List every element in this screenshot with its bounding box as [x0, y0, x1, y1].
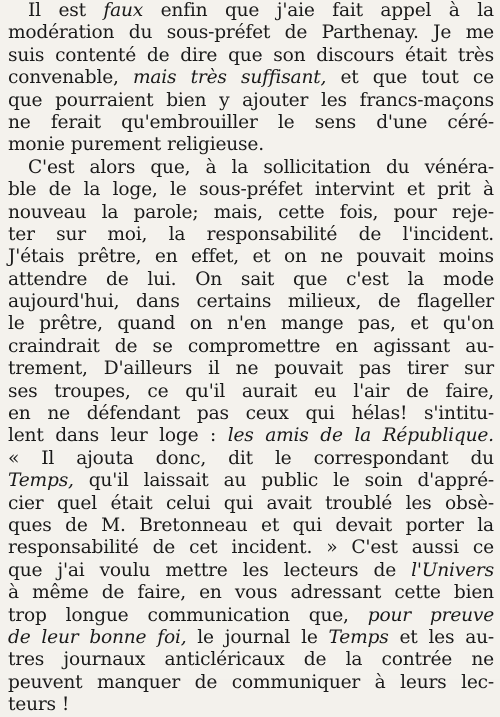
word: ce: [147, 380, 169, 402]
word: ne: [320, 246, 343, 268]
word: voulu: [99, 559, 151, 581]
word: mange: [280, 313, 344, 335]
word: monie: [8, 134, 65, 156]
word: de: [114, 335, 138, 357]
word: à: [8, 582, 19, 604]
word: la: [83, 179, 101, 201]
word: prêtre,: [77, 246, 142, 268]
word: céré-: [447, 111, 494, 133]
word: du: [128, 22, 153, 44]
text-line: [8, 22, 494, 44]
word: discours: [316, 44, 395, 66]
text-line: [8, 67, 494, 89]
word: milieux,: [287, 291, 362, 313]
word: ter: [8, 223, 35, 245]
word: du: [385, 156, 410, 178]
word: et: [406, 179, 425, 201]
word: teurs: [8, 694, 56, 716]
word: on: [284, 246, 307, 268]
word: en: [335, 335, 358, 357]
word: C'est: [351, 537, 398, 559]
word: responsabilité: [206, 223, 338, 245]
word: en: [199, 582, 222, 604]
word: compromettre: [187, 335, 321, 357]
word: il: [208, 358, 220, 380]
word: troublé: [325, 492, 393, 514]
word: ne: [8, 111, 31, 133]
word: pouvait: [274, 358, 343, 380]
word: pouvait: [356, 246, 426, 268]
word: qu'embrouiller: [121, 111, 258, 133]
word: sur: [56, 223, 86, 245]
word: le: [8, 313, 25, 335]
word: aussi: [411, 537, 459, 559]
text-line: [8, 224, 494, 246]
text-line: [8, 313, 494, 335]
word: ajouter: [242, 89, 309, 111]
word: dans: [136, 291, 180, 313]
word: lec-: [461, 671, 494, 693]
word: M.: [101, 514, 126, 536]
word: ques: [8, 514, 52, 536]
word: ne: [471, 649, 494, 671]
word: de: [358, 223, 382, 245]
word: que: [228, 44, 263, 66]
word: loge: [159, 425, 199, 447]
word: Parthenay.: [321, 22, 419, 44]
word: communication: [147, 604, 290, 626]
word: craindrait: [8, 335, 100, 357]
word: est: [58, 0, 86, 21]
text-line: [8, 649, 494, 671]
word: faux: [103, 0, 144, 21]
word: faire,: [445, 380, 494, 402]
word: et: [340, 67, 359, 89]
article-column: [8, 0, 494, 717]
word: vénéra-: [424, 156, 494, 178]
word: moins: [438, 246, 494, 268]
word: dit: [228, 447, 253, 469]
word: Temps,: [8, 470, 74, 492]
word: contrée: [381, 649, 453, 671]
word: enfin: [160, 0, 208, 21]
word: leur: [41, 626, 79, 648]
word: D'ailleurs: [103, 358, 193, 380]
word: dire: [180, 44, 218, 66]
word: la: [477, 514, 494, 536]
word: !: [61, 694, 70, 716]
word: les: [242, 559, 269, 581]
word: purement: [70, 134, 162, 156]
text-line: [8, 403, 494, 425]
word: appel: [380, 0, 432, 21]
word: les: [428, 626, 455, 648]
text-line: [8, 134, 494, 156]
word: et: [399, 626, 418, 648]
word: bien: [166, 89, 207, 111]
word: peuvent: [8, 671, 83, 693]
word: de: [284, 22, 308, 44]
word: sens: [314, 111, 356, 133]
word: pas,: [358, 313, 396, 335]
word: alors: [89, 156, 136, 178]
text-line: [8, 560, 494, 582]
word: trop: [8, 604, 47, 626]
text-line: [8, 157, 494, 179]
word: était: [110, 492, 153, 514]
word: tres: [8, 649, 45, 671]
word: »: [326, 537, 338, 559]
word: pour: [393, 201, 437, 223]
text-line: [8, 202, 494, 224]
word: pourraient: [55, 89, 154, 111]
word: porter: [405, 514, 464, 536]
word: de: [373, 559, 397, 581]
text-line: [8, 179, 494, 201]
text-line: [8, 0, 494, 22]
word: j'aie: [276, 0, 315, 21]
word: me: [465, 22, 494, 44]
word: francs-maçons: [359, 89, 494, 111]
word: le: [333, 470, 350, 492]
word: devait: [335, 514, 393, 536]
word: Bretonneau: [139, 514, 248, 536]
word: :: [210, 425, 217, 447]
word: qui: [292, 514, 322, 536]
word: c'est: [346, 268, 389, 290]
word: mode: [443, 268, 494, 290]
word: que,: [150, 156, 191, 178]
text-line: [8, 90, 494, 112]
word: communiquer: [231, 671, 361, 693]
word: lecteurs: [283, 559, 359, 581]
word: n'en: [227, 313, 267, 335]
text-line: [8, 672, 494, 694]
word: Il: [41, 447, 55, 469]
word: de: [146, 44, 170, 66]
word: moi,: [107, 223, 148, 245]
word: que: [8, 559, 43, 581]
word: en: [8, 403, 31, 425]
word: sait: [240, 268, 275, 290]
word: journal: [224, 626, 291, 648]
word: prit: [437, 179, 471, 201]
text-line: [8, 627, 494, 649]
word: nouveau: [8, 201, 87, 223]
word: que: [8, 89, 43, 111]
word: la: [354, 425, 372, 447]
text-line: [8, 246, 494, 268]
word: quand: [117, 313, 176, 335]
word: cet: [189, 537, 218, 559]
word: amis: [265, 425, 309, 447]
word: de: [48, 179, 72, 201]
word: ce: [472, 67, 494, 89]
word: religieuse.: [167, 134, 264, 156]
word: Temps: [328, 626, 389, 648]
word: cette: [394, 582, 441, 604]
word: effet,: [190, 246, 239, 268]
word: de: [377, 291, 401, 313]
word: au: [223, 470, 247, 492]
word: mais,: [213, 201, 263, 223]
word: bien: [453, 582, 494, 604]
word: public: [261, 470, 319, 492]
text-line: [8, 381, 494, 403]
word: dans: [55, 425, 99, 447]
word: le: [170, 179, 187, 201]
word: fait: [332, 0, 363, 21]
word: et: [410, 313, 429, 335]
word: on: [189, 313, 213, 335]
word: responsabilité: [8, 537, 139, 559]
word: le: [274, 447, 292, 469]
word: donc,: [155, 447, 207, 469]
word: avait: [266, 492, 312, 514]
word: sollicitation: [263, 156, 371, 178]
text-line: [8, 425, 494, 447]
word: attendre: [8, 268, 88, 290]
word: qu'on: [442, 313, 494, 335]
word: sous-préfet: [166, 22, 271, 44]
word: d'appré-: [417, 470, 494, 492]
word: la: [407, 268, 425, 290]
word: mettre: [165, 559, 228, 581]
word: à: [483, 179, 494, 201]
word: en: [154, 246, 178, 268]
word: et: [261, 514, 280, 536]
word: y: [219, 89, 230, 111]
word: fois,: [339, 201, 379, 223]
word: de: [194, 671, 218, 693]
word: mais: [132, 67, 177, 89]
word: la: [345, 649, 363, 671]
text-line: [8, 537, 494, 559]
word: à: [448, 0, 460, 21]
word: qui: [305, 403, 335, 425]
word: son: [273, 44, 306, 66]
word: de: [65, 514, 88, 536]
word: le: [197, 626, 214, 648]
word: bonne: [89, 626, 147, 648]
word: correspondant: [313, 447, 449, 469]
word: j'ai: [57, 559, 85, 581]
word: On: [195, 268, 223, 290]
word: que,: [308, 604, 349, 626]
word: aujourd'hui,: [8, 291, 120, 313]
word: convenable,: [8, 67, 119, 89]
word: qu'il: [88, 470, 129, 492]
word: et: [252, 246, 271, 268]
word: de: [152, 537, 176, 559]
word: pas: [196, 403, 229, 425]
word: preuve: [429, 604, 494, 626]
word: très: [190, 67, 227, 89]
word: très: [457, 44, 494, 66]
word: l'Univers: [411, 559, 494, 581]
word: le: [301, 626, 318, 648]
word: suis: [8, 44, 45, 66]
word: faire,: [137, 582, 186, 604]
word: incident.: [231, 537, 313, 559]
word: manquer: [97, 671, 181, 693]
word: pas: [358, 358, 391, 380]
word: même: [32, 582, 89, 604]
word: pour: [367, 604, 411, 626]
word: que: [372, 67, 408, 89]
word: hélas!: [351, 403, 408, 425]
text-line: [8, 605, 494, 627]
word: de: [303, 649, 327, 671]
text-line: [8, 336, 494, 358]
word: était: [404, 44, 447, 66]
text-line: [8, 493, 494, 515]
word: C'est: [28, 156, 75, 178]
word: de: [106, 268, 129, 290]
word: lent: [8, 425, 44, 447]
word: lui.: [147, 268, 177, 290]
word: journaux: [63, 649, 146, 671]
text-line: [8, 582, 494, 604]
word: suffisant,: [240, 67, 327, 89]
word: parole;: [133, 201, 199, 223]
text-line: [8, 358, 494, 380]
word: eu: [313, 380, 337, 402]
word: que: [224, 0, 260, 21]
text-line: [8, 470, 494, 492]
word: ses: [8, 380, 38, 402]
word: cier: [8, 492, 44, 514]
word: les: [405, 492, 432, 514]
word: ne: [47, 403, 70, 425]
text-line: [8, 448, 494, 470]
word: Il: [28, 0, 41, 21]
word: de: [8, 626, 31, 648]
word: qu'il: [185, 380, 226, 402]
word: qui: [223, 492, 253, 514]
word: anticléricaux: [164, 649, 285, 671]
word: l'air: [353, 380, 390, 402]
word: contenté: [55, 44, 137, 66]
word: la: [101, 201, 119, 223]
word: ne: [235, 358, 259, 380]
word: de: [101, 582, 125, 604]
word: sur: [464, 358, 494, 380]
word: ajouta: [76, 447, 134, 469]
word: tout: [421, 67, 459, 89]
word: l'incident.: [402, 223, 494, 245]
word: foi,: [157, 626, 187, 648]
word: à: [205, 156, 217, 178]
word: d'une: [376, 111, 428, 133]
word: ferait: [50, 111, 101, 133]
word: République.: [382, 425, 494, 447]
word: au-: [465, 335, 494, 357]
word: de: [320, 425, 343, 447]
text-line: [8, 291, 494, 313]
word: Je: [433, 22, 452, 44]
word: leurs: [400, 671, 447, 693]
text-line: [8, 112, 494, 134]
text-line: [8, 515, 494, 537]
word: les: [320, 89, 347, 111]
text-line: [8, 45, 494, 67]
word: tirer: [406, 358, 449, 380]
word: à: [374, 671, 386, 693]
word: J'étais: [8, 246, 65, 268]
word: aurait: [241, 380, 298, 402]
word: certains: [196, 291, 272, 313]
word: le: [277, 111, 295, 133]
word: de: [406, 380, 429, 402]
word: au-: [465, 626, 494, 648]
word: «: [8, 447, 20, 469]
text-line: [8, 694, 494, 716]
word: s'intitu-: [424, 403, 494, 425]
text-line: [8, 269, 494, 291]
word: la: [231, 156, 249, 178]
word: défendant: [86, 403, 181, 425]
word: que: [293, 268, 328, 290]
word: leur: [110, 425, 148, 447]
word: prêtre,: [39, 313, 103, 335]
word: la: [477, 0, 494, 21]
word: se: [152, 335, 173, 357]
word: longue: [65, 604, 129, 626]
word: du: [470, 447, 494, 469]
word: cette: [278, 201, 325, 223]
word: quel: [56, 492, 97, 514]
word: celui: [165, 492, 211, 514]
word: loge,: [112, 179, 158, 201]
word: trement,: [8, 358, 88, 380]
word: sous-préfet: [198, 179, 303, 201]
word: intervint: [314, 179, 395, 201]
word: ce: [472, 537, 494, 559]
word: obsè-: [445, 492, 494, 514]
word: agissant: [373, 335, 451, 357]
word: les: [227, 425, 254, 447]
word: vous: [234, 582, 278, 604]
word: laissait: [143, 470, 209, 492]
word: adressant: [290, 582, 382, 604]
word: modération: [8, 22, 115, 44]
word: troupes,: [54, 380, 131, 402]
word: flageller: [417, 291, 494, 313]
word: soin: [364, 470, 403, 492]
word: reje-: [451, 201, 494, 223]
word: ceux: [245, 403, 289, 425]
word: ble: [8, 179, 37, 201]
word: la: [168, 223, 186, 245]
